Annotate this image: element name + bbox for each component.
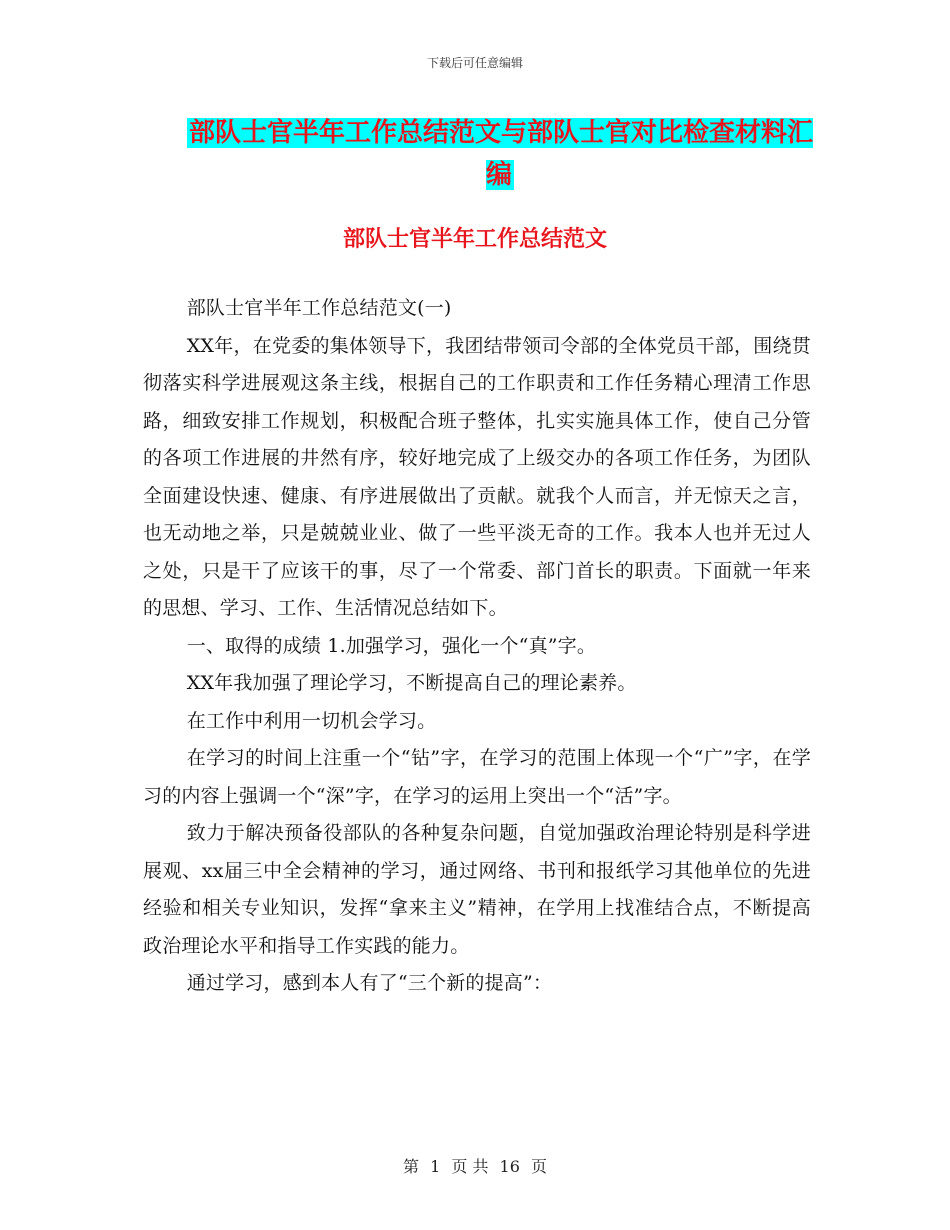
footer-suffix: 页 bbox=[531, 1157, 548, 1176]
main-title-text: 部队士官半年工作总结范文与部队士官对比检查材料汇编 bbox=[188, 118, 813, 190]
footer-page-number: 1 bbox=[430, 1157, 441, 1176]
main-title bbox=[175, 112, 825, 196]
paragraph: 在工作中利用一切机会学习。 bbox=[186, 709, 437, 732]
paragraph: XX年，在党委的集体领导下，我团结带领司令部的全体党员干部，围绕贯彻落实科学进展观这条主线，根据自己的工作职责和工作任务精心理清工作思路，细致安排工作规划，积极配合班子整体，扎实实施具体工作，使自己分管的各项工作进展的井然有序，较好地完成了上级交办的各项工作任务，为团队全面建设快速、健康、有序进展做出了贡献。就我个人而言，并无惊天之言，也无动地之举，只是兢兢业业、做了一些平淡无奇的工作。我本人也并无过人之处，只是干了应该干的事，尽了一个常委、部门首长的职责。下面就一年来的思想、学习、工作、生活情况总结如下。 bbox=[143, 334, 811, 619]
footer-middle: 页 共 bbox=[451, 1157, 489, 1176]
paragraph: 致力于解决预备役部队的各种复杂问题，自觉加强政治理论特别是科学进展观、xx届三中全会精神的学习，通过网络、书刊和报纸学习其他单位的先进经验和相关专业知识，发挥“拿来主义”精神，在学用上找准结合点，不断提高政治理论水平和指导工作实践的能力。 bbox=[143, 822, 811, 957]
header-note: 下载后可任意编辑 bbox=[426, 56, 523, 70]
paragraph: 一、取得的成绩 1.加强学习，强化一个“真”字。 bbox=[186, 634, 597, 657]
body-text bbox=[143, 290, 811, 1003]
footer-prefix: 第 bbox=[402, 1157, 419, 1176]
paragraph: 在学习的时间上注重一个“钻”字，在学习的范围上体现一个“广”字，在学习的内容上强调一个“深”字，在学习的运用上突出一个“活”字。 bbox=[143, 747, 811, 807]
footer-total-pages: 16 bbox=[499, 1157, 520, 1176]
paragraph: XX年我加强了理论学习，不断提高自己的理论素养。 bbox=[186, 672, 637, 694]
paragraph: 通过学习，感到本人有了“三个新的提高”： bbox=[186, 972, 553, 994]
page-footer bbox=[0, 1154, 950, 1177]
section-title: 部队士官半年工作总结范文 bbox=[342, 227, 607, 252]
paragraph: 部队士官半年工作总结范文(一) bbox=[186, 297, 452, 319]
